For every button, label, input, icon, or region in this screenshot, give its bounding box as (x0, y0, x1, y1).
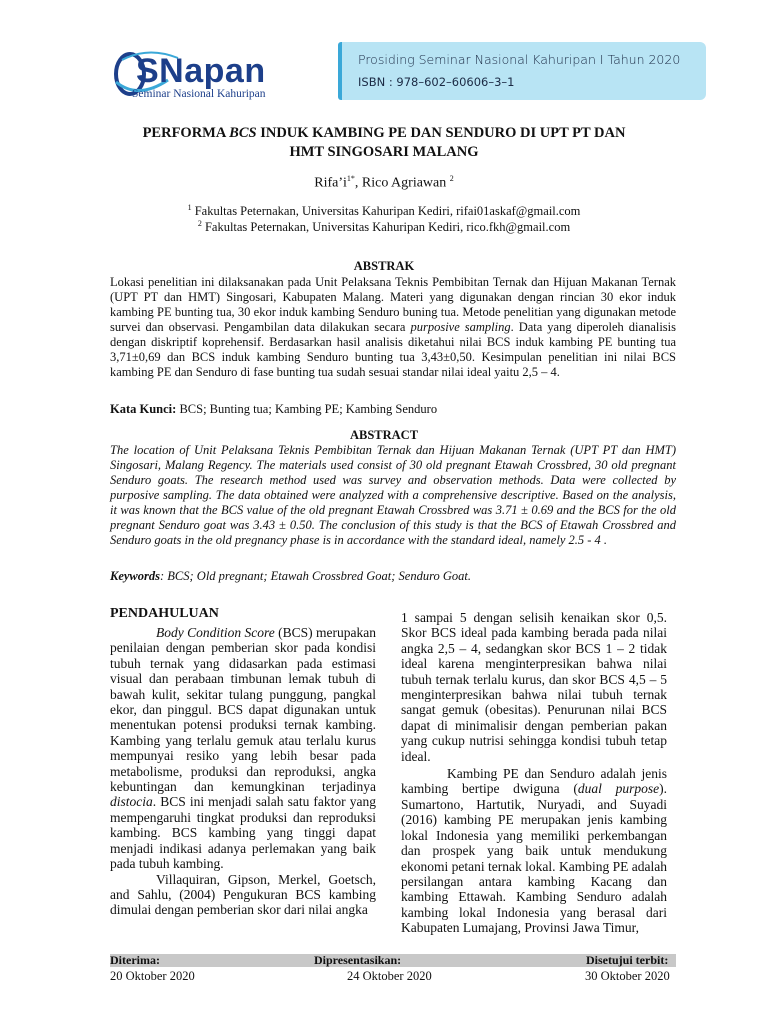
dual-purpose-term: dual purpose (577, 781, 660, 797)
proceedings-banner (338, 42, 706, 100)
disetujui-date: 30 Oktober 2020 (585, 969, 670, 983)
keywords-label: Keywords (110, 569, 160, 583)
affil-text: Fakultas Peternakan, Universitas Kahuripan Kediri, rifai01askaf@gmail.com (191, 204, 581, 219)
isbn-value: 978–602–60606–3–1 (396, 75, 515, 89)
dipresentasikan-date: 24 Oktober 2020 (347, 969, 432, 983)
paragraph-text: (BCS) merupakan penilaian dengan pemberian skor pada kondisi tubuh ternak yang didasarkan pada estimasi visual dan perabaan timbunan lemak tubuh di bawah kulit, sekitar tulang punggung, pangkal ekor, dan pinggul. BCS dapat digunakan untuk menentukan potensi produksi ternak kambing. Kambing yang terlalu gemuk atau terlalu kurus mempunyai resiko yang lebih besar pada metabolisme, produksi dan reproduksi, angka kebuntingan dan kemungkinan terjadinya (110, 625, 376, 795)
affil-sup: 1 (187, 203, 192, 212)
paper-title (60, 124, 708, 162)
authors (60, 174, 708, 192)
abstract-heading: ABSTRACT (349, 428, 419, 442)
affiliation-2 (60, 219, 708, 235)
kata-kunci-label: Kata Kunci: (110, 402, 177, 416)
title-part: INDUK KAMBING PE DAN SENDURO DI UPT PT DAN (256, 125, 626, 141)
abstrak-heading: ABSTRAK (353, 259, 415, 273)
affil-sup: 2 (197, 219, 202, 228)
keywords (110, 569, 676, 584)
abstrak-text: Lokasi penelitian ini dilaksanakan pada Unit Pelaksana Teknis Pembibitan Ternak dan Hijuan Makanan Ternak (UPT PT dan HMT) Singosari, Kabupaten Malang. Materi yang digunakan dengan rincian 30 ekor induk kambing PE bunting tua, 30 ekor induk kambing Senduro buning tua. Metode penelitian yang digunakan metode survei dan observasi. Pengambilan data dilakukan secara (110, 275, 676, 334)
abstrak-text: . Data yang diperoleh dianalisis dengan diskriptif koprehensif. Berdasarkan hasil analisis diketahui nilai BCS induk kambing PE bunting tua 3,71±0,69 dan BCS induk kambing Senduro bunting tua 3,43±0,50. Kesimpulan penelitian ini nilai BCS kambing PE dan Senduro di fase bunting tua sudah sesuai standar nilai ideal yaitu 2,5 – 4. (110, 320, 677, 379)
paragraph-text: ). Sumartono, Hartutik, Nuryadi, and Suyadi (2016) kambing PE merupakan jenis kambing lokal Indonesia yang memiliki perkembangan dan prospek yang baik untuk mendukung ekonomi petani ternak lokal. Kambing PE adalah persilangan antara kambing Kacang dan kambing Ettawah. Kambing Senduro adalah kambing lokal Indonesia yang berasal dari Kabupaten Lumajang, Provinsi Jawa Timur, (401, 781, 668, 936)
author-2: , Rico Agriawan (354, 175, 450, 191)
author-1-sup: 1* (346, 174, 355, 183)
logo-wordmark: SNapan (136, 52, 266, 90)
bcs-term: Body Condition Score (156, 625, 275, 640)
abstrak-body (110, 275, 676, 380)
keywords-text: : BCS; Old pregnant; Etawah Crossbred Goat; Senduro Goat. (160, 569, 471, 583)
banner-title: Prosiding Seminar Nasional Kahuripan I Tahun 2020 (358, 52, 681, 67)
paragraph-text: Kambing PE dan Senduro adalah jenis kambing bertipe dwiguna ( (401, 766, 667, 797)
author-1: Rifa’i (314, 175, 347, 191)
isbn-label: ISBN : (358, 75, 393, 89)
logo-subtitle: Seminar Nasional Kahuripan (132, 88, 266, 100)
abstrak-italic: purposive sampling (410, 320, 511, 334)
disetujui-label: Disetujui terbit: (586, 953, 669, 967)
dipresentasikan-label: Dipresentasikan: (314, 953, 402, 967)
author-2-sup: 2 (449, 174, 454, 183)
diterima-date: 20 Oktober 2020 (110, 969, 195, 983)
left-column (110, 625, 376, 918)
paragraph: Villaquiran, Gipson, Merkel, Goetsch, and Sahlu, (2004) Pengukuran BCS kambing dimulai dengan pemberian skor dari nilai angka (110, 871, 376, 918)
kata-kunci (110, 402, 676, 417)
paragraph (401, 766, 667, 935)
banner-isbn (358, 75, 515, 89)
kata-kunci-text: BCS; Bunting tua; Kambing PE; Kambing Senduro (176, 402, 438, 416)
title-part: PERFORMA (142, 125, 230, 141)
right-column (401, 610, 667, 936)
diterima-label: Diterima: (110, 953, 160, 967)
affil-text: Fakultas Peternakan, Universitas Kahuripan Kediri, rico.fkh@gmail.com (201, 220, 571, 235)
paragraph (110, 625, 376, 872)
paragraph: 1 sampai 5 dengan selisih kenaikan skor 0,5. Skor BCS ideal pada kambing berada pada nilai angka 2,5 – 4, sedangkan skor BCS 1 – 2 tidak ideal karena menginterpresikan bahwa nilai tubuh ternak terlalu kurus, dan skor BCS 4,5 – 5 menginterpresikan bahwa nilai tubuh ternak sangat gemuk (obesitas). Penurunan nilai BCS dapat di minimalisir dengan pemberian pakan yang cukup nutrisi sehingga kondisi tubuh tetap ideal. (401, 610, 667, 764)
affiliation-1 (60, 203, 708, 219)
pendahuluan-heading: PENDAHULUAN (110, 606, 219, 621)
distocia-term: distocia (110, 794, 153, 810)
title-bcs: BCS (229, 125, 257, 141)
paragraph-text: . BCS ini menjadi salah satu faktor yang mempengaruhi tingkat produksi dan reproduksi kambing. BCS kambing yang tinggi dapat menjadi indikasi adanya perlemakan yang baik pada tubuh kambing. (110, 794, 376, 872)
abstract-body: The location of Unit Pelaksana Teknis Pembibitan Ternak dan Hijuan Makanan Ternak (UPT PT dan HMT) Singosari, Malang Regency. The materials used consist of 30 old pregnant Etawah Crossbred, 30 old pregnant Senduro goats. The research method used was survey and observation methods. Data were collected by purposive sampling. The data obtained were analyzed with a comprehensive descriptive. Based on the analysis, it was known that the BCS value of the old pregnant Etawah Crossbred was 3.71 ± 0.69 and the BCS for the old pregnant Senduro goat was 3.43 ± 0.50. The conclusion of this study is that the BCS of Etawah Crossbred and Senduro goats in the old pregnancy phase is in accordance with the standard ideal, namely 2.5 - 4 . (110, 443, 676, 547)
title-line2: HMT SINGOSARI MALANG (289, 144, 479, 160)
